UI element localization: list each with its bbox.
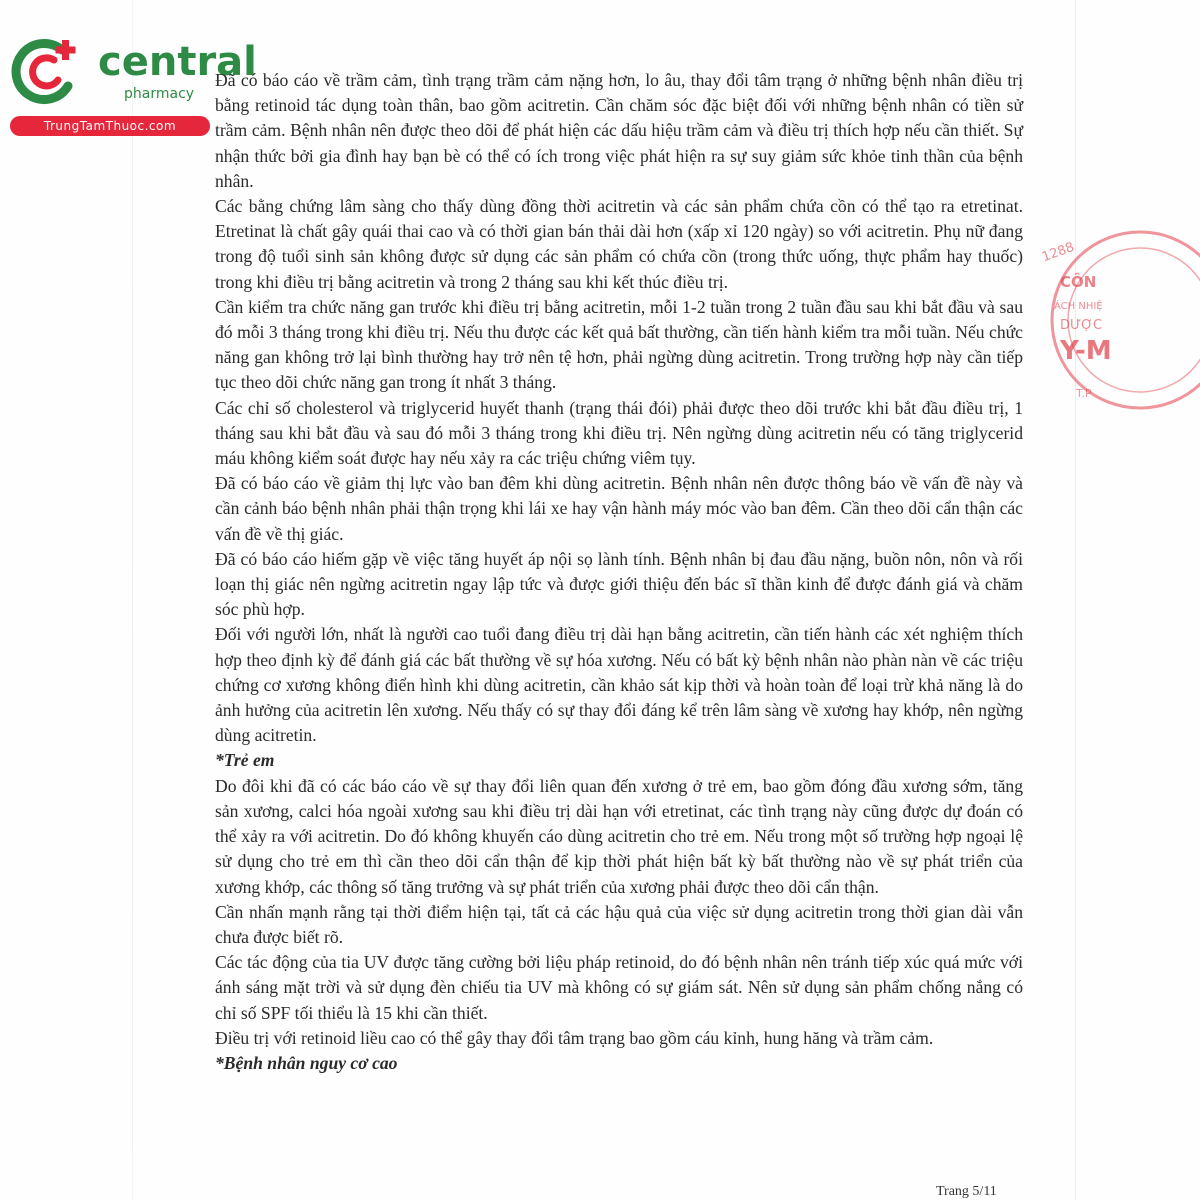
paragraph-uv-exposure: Các tác động của tia UV được tăng cường bởi liệu pháp retinoid, do đó bệnh nhân nên tránh tiếp xúc quá mức với ánh sáng mặt trời và sử dụng đèn chiếu tia UV mà không có sự giám sát. Nên sử dụng sản phẩm chống nắng có chỉ số SPF tối thiểu là 15 khi cần thiết. — [215, 952, 1023, 1023]
stamp-text-4: DƯỢC — [1060, 318, 1103, 333]
paragraph-mood-changes: Điều trị với retinoid liều cao có thể gây thay đổi tâm trạng bao gồm cáu kỉnh, hung hăng và trầm cảm. — [215, 1027, 934, 1048]
paragraph-liver-function: Cần kiểm tra chức năng gan trước khi điều trị bằng acitretin, mỗi 1-2 tuần trong 2 tuần đầu sau khi bắt đầu và sau đó mỗi 3 tháng trong khi điều trị. Nếu thu được các kết quả bất thường, cần tiến hành kiểm tra mỗi tuần. Nếu chức năng gan không trở lại bình thường hay trở nên tệ hơn, phải ngừng dùng acitretin. Trong trường hợp này cần tiếp tục theo dõi chức năng gan trong ít nhất 3 tháng. — [215, 296, 1023, 393]
stamp-seal-icon — [1030, 225, 1200, 425]
paragraph-lipids: Các chỉ số cholesterol và triglycerid huyết thanh (trạng thái đói) phải được theo dõi trước khi bắt đầu điều trị, 1 tháng sau khi bắt đầu và sau đó mỗi 3 tháng trong khi điều trị. Nên ngừng dùng acitretin nếu có tăng triglycerid máu không kiểm soát được hay nếu xảy ra các triệu chứng viêm tụy. — [215, 397, 1023, 469]
heading-children: *Trẻ em — [215, 750, 275, 771]
paragraph-alcohol-etretinate: Các bằng chứng lâm sàng cho thấy dùng đồng thời acitretin và các sản phẩm chứa cồn có thể tạo ra etretinat. Etretinat là chất gây quái thai cao và có thời gian bán thải dài hơn (xấp xỉ 120 ngày) so với acitretin. Phụ nữ đang trong độ tuổi sinh sản không được sử dụng các sản phẩm có chứa cồn (trong thức uống, thực phẩm hay thuốc) trong khi điều trị bằng acitretin và trong 2 tháng sau khi kết thúc điều trị. — [215, 196, 1023, 292]
pharmacy-cross-logo-icon — [10, 36, 82, 108]
page-number: Trang 5/11 — [936, 1184, 997, 1199]
paragraph-intracranial-hypertension: Đã có báo cáo hiếm gặp về việc tăng huyết áp nội sọ lành tính. Bệnh nhân bị đau đầu nặng, buồn nôn, nôn và rối loạn thị giác nên ngừng acitretin ngay lập tức và được giới thiệu đến bác sĩ thần kinh để được đánh giá và chăm sóc phù hợp. — [215, 548, 1023, 620]
stamp-text-5: Y-M — [1060, 336, 1112, 366]
scan-fold-line — [132, 0, 133, 1200]
paragraph-night-vision: Đã có báo cáo về giảm thị lực vào ban đêm khi dùng acitretin. Bệnh nhân nên được thông báo về vấn đề này và cần cảnh báo bệnh nhân phải thận trọng khi lái xe hay vận hành máy móc vào ban đêm. Cần theo dõi cẩn thận các vấn đề về thị giác. — [215, 473, 1023, 544]
paragraph-children-bone: Do đôi khi đã có các báo cáo về sự thay đổi liên quan đến xương ở trẻ em, bao gồm đóng đầu xương sớm, tăng sản xương, calci hóa ngoài xương sau khi điều trị dài hạn với etretinat, các tình trạng này cũng được dự đoán có thể xảy ra với acitretin. Do đó không khuyến cáo dùng acitretin cho trẻ em. Nếu trong một số trường hợp ngoại lệ sử dụng cho trẻ em thì cần theo dõi cẩn thận để kịp thời phát hiện bất kỳ bất thường nào về sự phát triển của xương khớp, các thông số tăng trưởng và sự phát triển của xương phải được theo dõi cẩn thận. — [215, 775, 1023, 897]
stamp-text-3: ÁCH NHIỆ — [1054, 301, 1103, 312]
logo-brand-name: central — [98, 39, 257, 85]
heading-high-risk-patients: *Bệnh nhân nguy cơ cao — [215, 1052, 398, 1073]
paragraph-bone-adults: Đối với người lớn, nhất là người cao tuổi đang điều trị dài hạn bằng acitretin, cần tiến hành các xét nghiệm thích hợp theo định kỳ để đánh giá các bất thường về sự hóa xương. Nếu có bất kỳ bệnh nhân nào phàn nàn về các triệu chứng cơ xương không điển hình khi dùng acitretin, cần khảo sát kịp thời và hoàn toàn để loại trừ khả năng là do ảnh hưởng của acitretin lên xương. Nếu thấy có sự thay đổi đáng kể trên lâm sàng về xương hay khớp, nên ngừng dùng acitretin. — [215, 624, 1023, 746]
document-body — [215, 68, 1023, 1076]
paragraph-long-term-unknown: Cần nhấn mạnh rằng tại thời điểm hiện tại, tất cả các hậu quả của việc sử dụng acitretin trong thời gian dài vẫn chưa được biết rõ. — [215, 901, 1023, 947]
central-pharmacy-logo — [10, 36, 257, 136]
logo-domain-badge: TrungTamThuoc.com — [10, 116, 210, 136]
logo-tagline: pharmacy — [124, 86, 195, 102]
stamp-text-2: CÔN — [1060, 273, 1097, 291]
official-stamp — [1030, 225, 1200, 425]
page-right-edge — [1075, 0, 1076, 1200]
paragraph-depression: Đã có báo cáo về trầm cảm, tình trạng trầm cảm nặng hơn, lo âu, thay đổi tâm trạng ở những bệnh nhân điều trị bằng retinoid tác dụng toàn thân, bao gồm acitretin. Cần chăm sóc đặc biệt đối với những bệnh nhân có tiền sử trầm cảm. Bệnh nhân nên được theo dõi để phát hiện các dấu hiệu trầm cảm và điều trị thích hợp nếu cần thiết. Sự nhận thức bởi gia đình hay bạn bè có thể có ích trong việc phát hiện ra sự suy giảm sức khỏe tinh thần của bệnh nhân. — [215, 70, 1023, 191]
stamp-text-1: 1288 — [1040, 239, 1077, 266]
stamp-text-6: T.P — [1076, 387, 1092, 400]
